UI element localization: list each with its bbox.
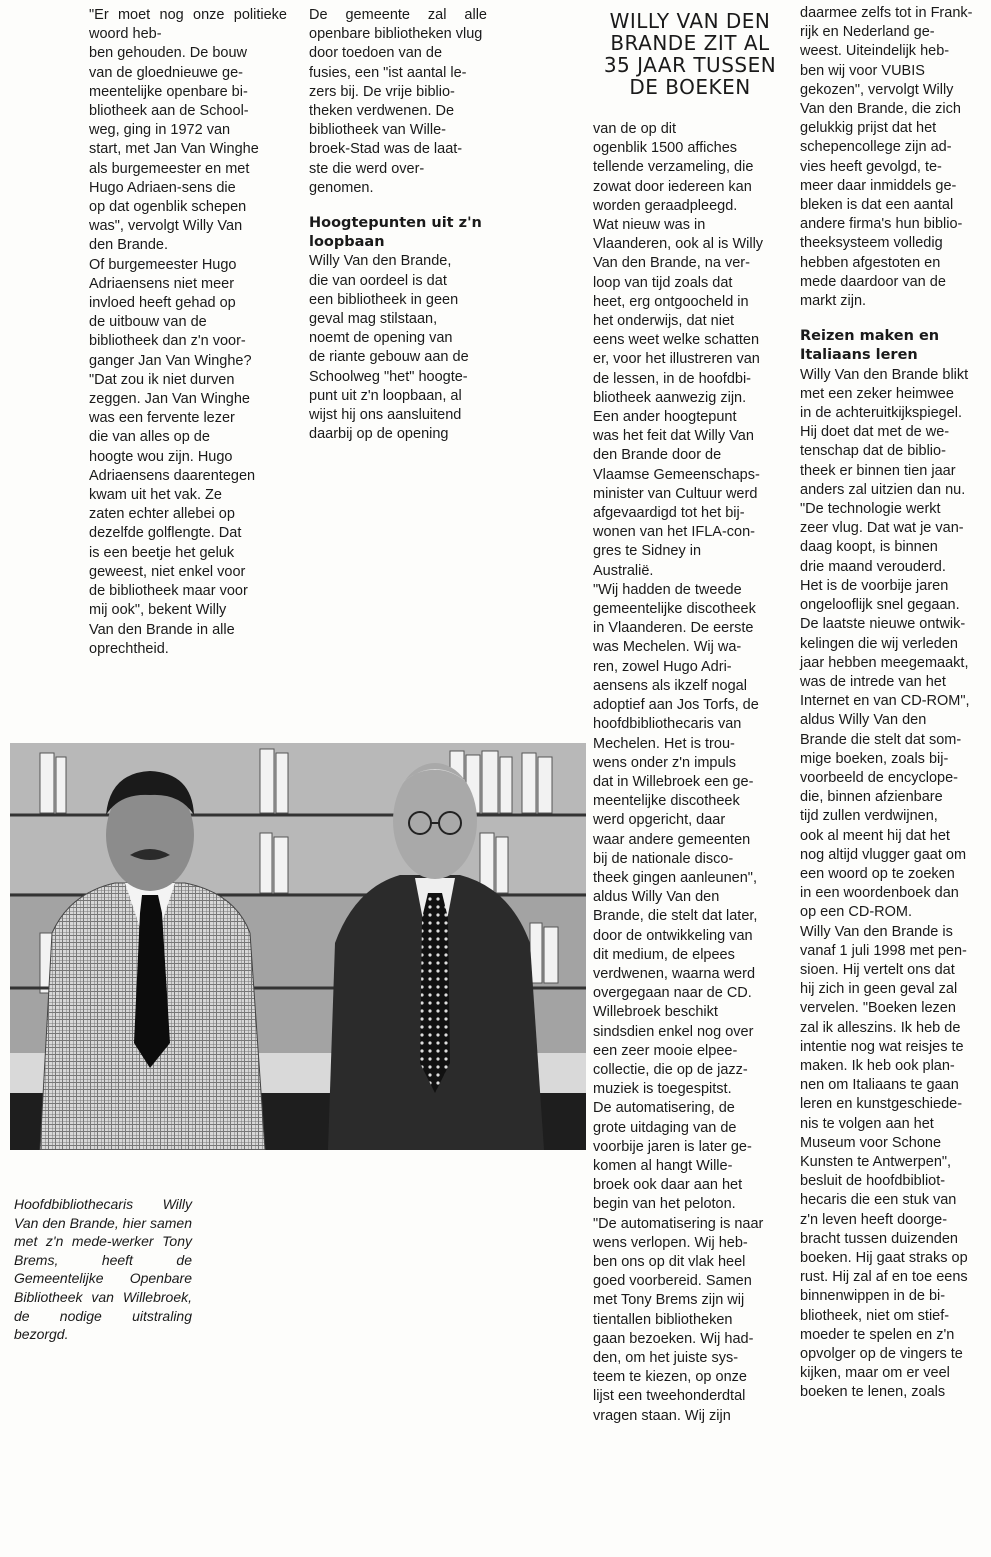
column-4-text-b: Willy Van den Brande blikt met een zeker heimwee in de achteruitkijkspiegel. Hij doet dat met de we- tenschap dat de biblio- theek er binnen tien jaar anders zal uitzien dan nu. "De technologie werkt zeer vlug. Dat wat je van- daag koopt, is binnen drie maand verouderd. Het is de voorbije jaren ongelooflijk snel gegaan. De laatste nieuwe ontwik- kelingen die wij verleden jaar hebben meegemaakt, was de intrede van het Internet en van CD-ROM", aldus Willy Van den Brande die stelt dat som- mige boeken, zoals bij- voorbeeld de encyclope- die, binnen afzienbare tijd zullen verdwijnen, ook al meent hij dat het nog altijd vlugger gaat om een woord op te zoeken in een woordenboek dan op een CD-ROM. Willy Van den Brande is vanaf 1 juli 1998 met pen- sioen. Hij vertelt ons dat hij zich in geen geval zal vervelen. "Boeken lezen zal ik alleszins. Ik heb de intentie nog wat reisjes te maken. Ik heb ook plan- nen om Italiaans te gaan leren en kunstgeschiede- nis te volgen aan het Museum voor Schone Kunsten te Antwerpen", besluit de hoofdbibliot- hecaris die een stuk van z'n leven heeft doorge- bracht tussen duizenden boeken. Hij gaat straks op rust. Hij zal af en toe eens binnenwippen in de bi- bliotheek, niet om stief- moeder te spelen en z'n opvolger op de vingers te kijken, maar om er veel boeken te lenen, zoals <box>800 366 970 1401</box>
column-1-text: "Er moet nog onze politieke woord heb- ben gehouden. De bouw van de gloednieuwe ge- meentelijke openbare bi- bliotheek aan de School- weg, ging in 1972 van start, met Jan Van Winghe als burgemeester en met Hugo Adriaen-sens die op dat ogenblik schepen was", vervolgt Willy Van den Brande. Of burgemeester Hugo Adriaensens niet meer invloed heeft gehad op de uitbouw van de bibliotheek dan z'n voor- ganger Jan Van Winghe? "Dat zou ik niet durven zeggen. Jan Van Winghe was een fervente lezer die van alles op de hoogte wou zijn. Hugo Adriaensens daarentegen kwam uit het vak. Ze zaten echter allebei op dezelfde golflengte. Dat is een beetje het geluk geweest, niet enkel voor de bibliotheek maar voor mij ook", bekent Willy Van den Brande in alle oprechtheid. <box>89 7 287 657</box>
subheading-travel-italian: Reizen maken en Italiaans leren <box>800 328 940 364</box>
subheading-career-highlights: Hoogtepunten uit z'n loopbaan <box>309 215 482 251</box>
article-column-1 <box>89 6 287 659</box>
photo-two-men-in-library <box>10 743 586 1150</box>
article-headline: WILLY VAN DEN BRANDE ZIT AL 35 JAAR TUSSEN DE BOEKEN <box>603 9 777 99</box>
column-3-text: van de op dit ogenblik 1500 affiches tellende verzameling, die zowat door iedereen kan worden geraadpleegd. Wat nieuw was in Vlaanderen, ook al is Willy Van den Brande, na ver- loop van tijd zoals dat heet, erg ontgoocheld in het onderwijs, dat niet eens weet welke schatten er, voor het illustreren van de lessen, in de hoofdbi- bliotheek aanwezig zijn. Een ander hoogtepunt was het feit dat Willy Van den Brande door de Vlaamse Gemeenschaps- minister van Cultuur werd afgevaardigd tot het bij- wonen van het IFLA-con- gres te Sidney in Australië. "Wij hadden de tweede gemeentelijke discotheek in Vlaanderen. De eerste was Mechelen. Wij wa- ren, zowel Hugo Adri- aensens als ikzelf nogal adoptief aan Jos Torfs, de hoofdbibliothecaris van Mechelen. Het is trou- wens onder z'n impuls dat in Willebroek een ge- meentelijke discotheek werd opgericht, daar waar andere gemeenten bij de nationale disco- theek gingen aanleunen", aldus Willy Van den Brande, die stelt dat later, door de ontwikkeling van dit medium, de elpees verdwenen, waarna werd overgegaan naar de CD. Willebroek beschikt sindsdien enkel nog over een zeer mooie elpee- collectie, die op de jazz- muziek is toegespitst. De automatisering, de grote uitdaging van de voorbije jaren is later ge- komen al hangt Wille- broek ook daar aan het begin van het peloton. "De automatisering is naar wens verlopen. Wij heb- ben ons op dit vlak heel goed voorbereid. Samen met Tony Brems zijn wij tientallen bibliotheken gaan bezoeken. Wij had- den, om het juiste sys- teem te kiezen, op onze lijst een tweehonderdtal vragen staan. Wij zijn <box>593 121 764 1424</box>
column-4-text: daarmee zelfs tot in Frank- rijk en Nederland ge- weest. Uiteindelijk heb- ben wij voor VUBIS gekozen", vervolgt Willy Van den Brande, die zich gelukkig prijst dat het schepencollege zijn ad- vies heeft gevolgd, te- meer daar inmiddels ge- bleken is dat een aantal andere firma's hun biblio- theeksysteem volledig hebben afgestoten en mede daardoor van de markt zijn. <box>800 5 973 310</box>
article-column-4 <box>800 4 976 1403</box>
article-column-3 <box>593 120 779 1426</box>
news-photo <box>10 743 586 1150</box>
article-column-2 <box>309 6 487 444</box>
column-2-text: De gemeente zal alle openbare bibliotheken vlug door toedoen van de fusies, een "ist aantal le- zers bij. De vrije biblio- theken verdwenen. De bibliotheek van Wille- broek-Stad was de laat- ste die werd over- genomen. <box>309 7 487 196</box>
photo-caption: Hoofdbibliothecaris Willy Van den Brande, hier samen met z'n mede-werker Tony Brems, heeft de Gemeentelijke Openbare Bibliotheek van Willebroek, de nodige uitstraling bezorgd. <box>14 1196 192 1343</box>
column-2-text-b: Willy Van den Brande, die van oordeel is dat een bibliotheek in geen geval mag stilstaan, noemt de opening van de riante gebouw aan de Schoolweg "het" hoogte- punt uit z'n loopbaan, al wijst hij ons aansluitend daarbij op de opening <box>309 253 469 443</box>
